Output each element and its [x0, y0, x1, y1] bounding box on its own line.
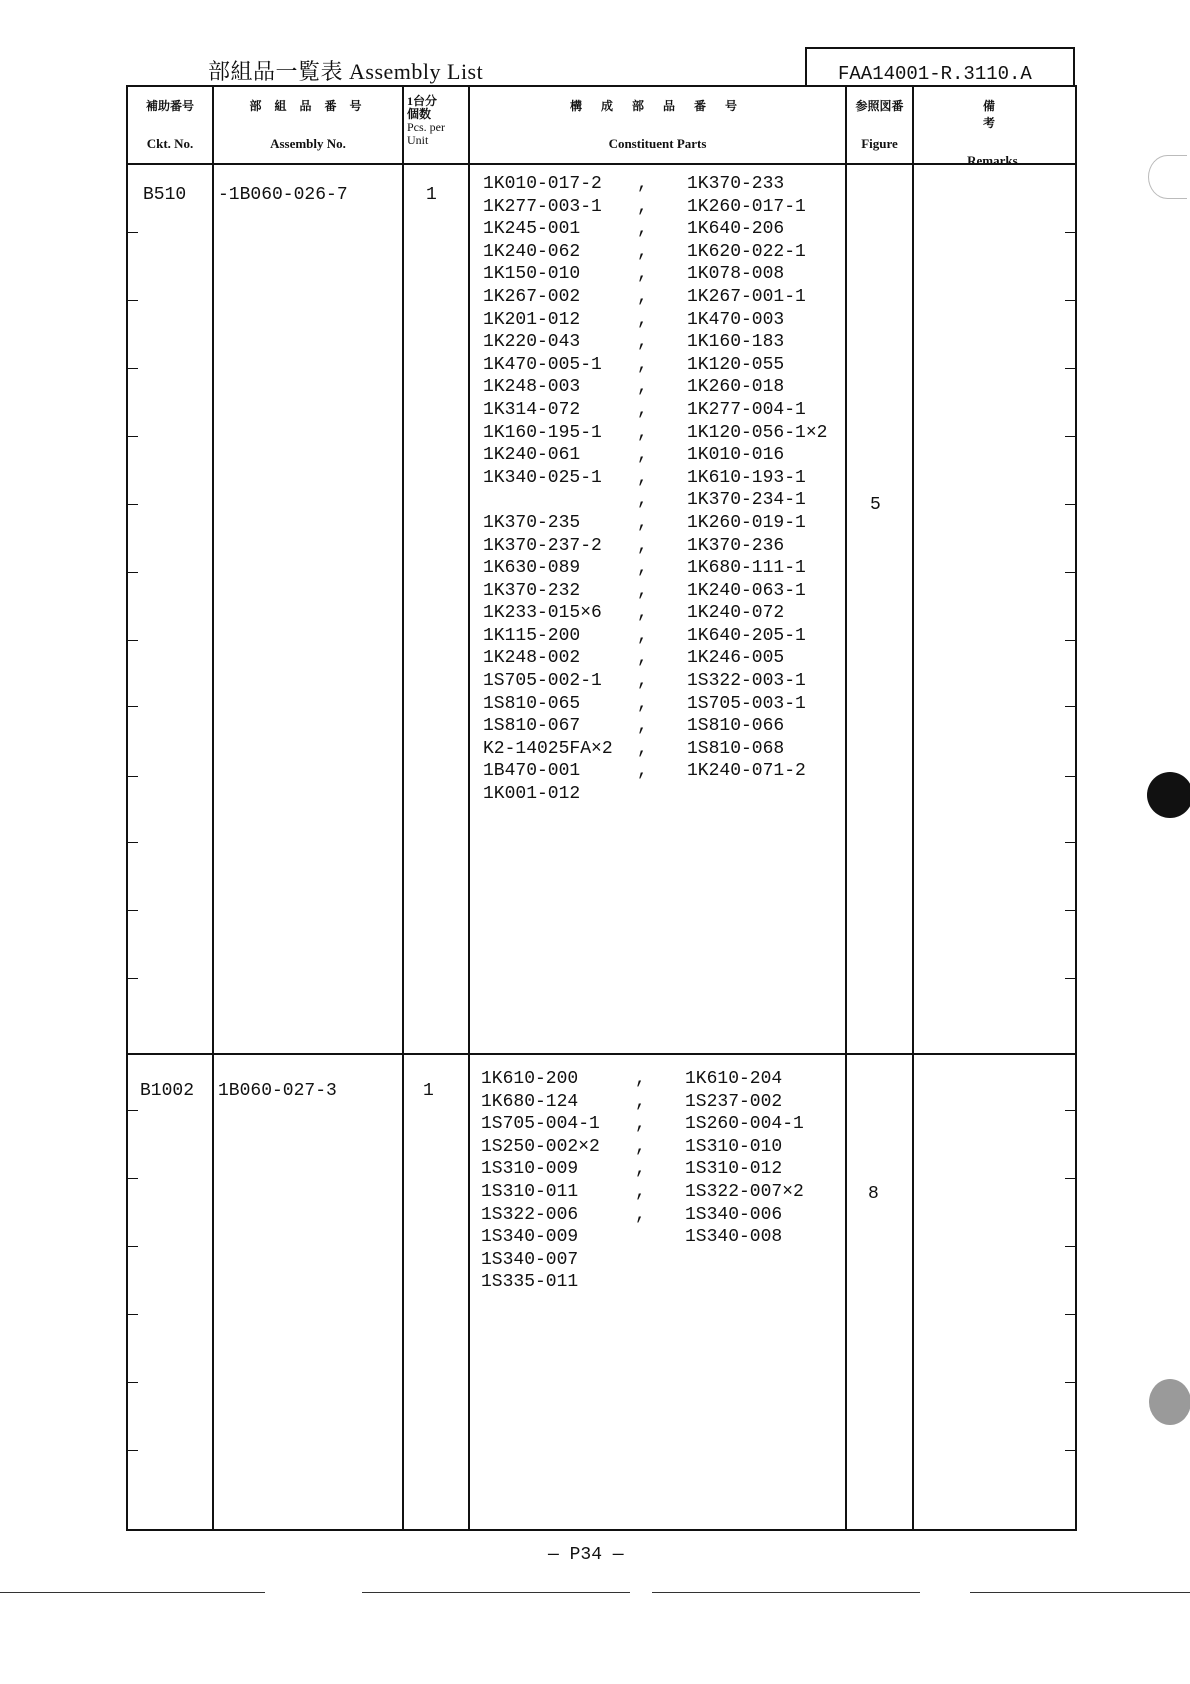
part-number-left: 1S705-004-1: [481, 1114, 600, 1135]
part-number-left: 1K630-089: [483, 558, 581, 579]
border-tick: [1065, 706, 1075, 707]
part-separator: ,: [637, 309, 648, 330]
part-number-right: 1S310-010: [685, 1136, 783, 1157]
part-number-left: 1K233-015×6: [483, 603, 602, 624]
column-divider: [912, 85, 914, 1531]
part-separator: ,: [637, 738, 648, 759]
part-number-right: 1S810-068: [687, 738, 785, 759]
header-figure: 参照図番 Figure: [855, 99, 904, 151]
part-number-right: 1S705-003-1: [687, 693, 806, 714]
part-separator: ,: [637, 196, 648, 217]
part-separator: ,: [637, 761, 648, 782]
part-separator: ,: [635, 1069, 646, 1089]
part-separator: ,: [635, 1114, 646, 1135]
part-number-right: 1K370-234-1: [687, 490, 806, 511]
part-number-left: 1K370-237-2: [483, 535, 602, 556]
row-divider: [126, 1053, 1077, 1055]
part-number-right: 1K640-206: [687, 219, 785, 240]
part-number-left: 1K160-195-1: [483, 422, 602, 443]
column-divider: [845, 85, 847, 1531]
border-tick: [1065, 436, 1075, 437]
part-number-left: 1K680-124: [481, 1091, 579, 1112]
border-tick: [1065, 368, 1075, 369]
part-number-right: 1K267-001-1: [687, 286, 806, 307]
part-number-left: 1B470-001: [483, 761, 581, 782]
part-number-right: 1S810-066: [687, 716, 785, 737]
part-number-left: 1S310-009: [481, 1159, 579, 1180]
part-number-right: 1K610-193-1: [687, 467, 806, 488]
part-separator: ,: [635, 1204, 646, 1225]
part-separator: ,: [637, 445, 648, 466]
document-number: FAA14001-R.3110.A: [805, 47, 1075, 85]
part-number-left: 1S810-067: [483, 716, 581, 737]
part-number-left: 1S705-002-1: [483, 671, 602, 692]
border-tick: [128, 436, 138, 437]
part-number-right: 1S310-012: [685, 1159, 783, 1180]
border-tick: [128, 1178, 138, 1179]
part-number-right: 1K610-204: [685, 1069, 783, 1089]
row1-figure: 5: [870, 495, 881, 515]
border-tick: [128, 1110, 138, 1111]
column-divider: [402, 85, 404, 1531]
punch-hole: [1149, 1379, 1190, 1425]
column-divider: [212, 85, 214, 1531]
border-tick: [128, 368, 138, 369]
part-separator: ,: [637, 558, 648, 579]
column-divider: [468, 85, 470, 1531]
row2-pcs: 1: [423, 1081, 434, 1101]
border-tick: [1065, 572, 1075, 573]
part-number-left: 1S340-009: [481, 1227, 579, 1248]
part-separator: ,: [637, 580, 648, 601]
border-tick: [1065, 1178, 1075, 1179]
part-number-left: 1K220-043: [483, 332, 581, 353]
part-number-left: 1S250-002×2: [481, 1136, 600, 1157]
border-tick: [128, 1450, 138, 1451]
footer-rule: [970, 1592, 1190, 1593]
part-separator: ,: [637, 241, 648, 262]
part-separator: ,: [635, 1091, 646, 1112]
page-number: — P34 —: [548, 1545, 624, 1565]
part-number-left: 1K370-232: [483, 580, 581, 601]
row1-ckt-no: B510: [143, 185, 187, 205]
part-number-right: 1K240-072: [687, 603, 785, 624]
assembly-table: [126, 85, 1077, 1531]
part-number-right: 1K120-056-1×2: [687, 422, 828, 443]
part-number-right: 1K260-018: [687, 377, 785, 398]
part-number-right: 1K620-022-1: [687, 241, 806, 262]
part-number-left: 1S310-011: [481, 1181, 579, 1202]
part-number-right: 1K260-017-1: [687, 196, 806, 217]
punch-hole: [1148, 155, 1187, 199]
part-number-right: 1S237-002: [685, 1091, 783, 1112]
part-number-left: 1K267-002: [483, 286, 581, 307]
border-tick: [1065, 232, 1075, 233]
border-tick: [128, 978, 138, 979]
border-tick: [128, 910, 138, 911]
part-number-right: 1S260-004-1: [685, 1114, 804, 1135]
row2-assembly-no: 1B060-027-3: [218, 1081, 337, 1101]
header-assembly-no: 部 組 品 番 号 Assembly No.: [249, 99, 367, 151]
part-number-right: 1S340-006: [685, 1204, 783, 1225]
header-remarks: 備 考 Remarks.: [967, 99, 1035, 168]
part-separator: ,: [637, 603, 648, 624]
part-number-left: 1K610-200: [481, 1069, 579, 1089]
part-separator: ,: [637, 490, 648, 511]
part-separator: ,: [635, 1181, 646, 1202]
part-separator: ,: [635, 1159, 646, 1180]
row2-ckt-no: B1002: [140, 1081, 195, 1101]
part-number-left: 1K370-235: [483, 512, 581, 533]
part-separator: ,: [637, 399, 648, 420]
part-number-right: 1K370-236: [687, 535, 785, 556]
part-number-right: 1S322-007×2: [685, 1181, 804, 1202]
part-separator: ,: [637, 422, 648, 443]
border-tick: [128, 1382, 138, 1383]
part-number-right: 1K277-004-1: [687, 399, 806, 420]
part-separator: ,: [637, 467, 648, 488]
border-tick: [128, 1314, 138, 1315]
border-tick: [1065, 1450, 1075, 1451]
part-number-left: 1S322-006: [481, 1204, 579, 1225]
part-number-left: 1K150-010: [483, 264, 581, 285]
part-number-left: 1K010-017-2: [483, 174, 602, 194]
part-separator: ,: [637, 648, 648, 669]
row1-assembly-no: -1B060-026-7: [218, 185, 348, 205]
page-title: 部組品一覧表 Assembly List: [208, 59, 484, 84]
border-tick: [1065, 1246, 1075, 1247]
part-number-left: 1K201-012: [483, 309, 581, 330]
border-tick: [1065, 640, 1075, 641]
part-number-left: K2-14025FA×2: [483, 738, 613, 759]
part-number-right: 1K640-205-1: [687, 625, 806, 646]
part-separator: ,: [635, 1136, 646, 1157]
part-separator: ,: [637, 625, 648, 646]
part-number-left: 1K277-003-1: [483, 196, 602, 217]
border-tick: [1065, 504, 1075, 505]
part-separator: ,: [637, 174, 648, 194]
border-tick: [128, 640, 138, 641]
part-separator: ,: [637, 377, 648, 398]
header-constituent-parts: 構 成 部 品 番 号 Constituent Parts: [569, 99, 745, 151]
border-tick: [128, 1246, 138, 1247]
part-separator: ,: [637, 354, 648, 375]
part-number-left: 1S340-007: [481, 1249, 579, 1270]
border-tick: [128, 232, 138, 233]
border-tick: [128, 706, 138, 707]
part-number-left: 1K115-200: [483, 625, 581, 646]
border-tick: [1065, 300, 1075, 301]
border-tick: [1065, 842, 1075, 843]
part-number-right: 1K680-111-1: [687, 558, 806, 579]
row1-pcs: 1: [426, 185, 437, 205]
part-number-right: 1K010-016: [687, 445, 785, 466]
header-ckt-no: 補助番号 Ckt. No.: [145, 99, 194, 151]
header-pcs-per-unit: 1台分 個数 Pcs. per Unit: [407, 94, 445, 147]
part-number-left: 1K248-003: [483, 377, 581, 398]
part-number-right: 1S340-008: [685, 1227, 783, 1248]
part-number-left: 1K001-012: [483, 784, 581, 805]
part-separator: ,: [637, 693, 648, 714]
border-tick: [128, 572, 138, 573]
part-number-right: 1K120-055: [687, 354, 785, 375]
footer-rule: [0, 1592, 265, 1593]
part-number-left: 1K245-001: [483, 219, 581, 240]
border-tick: [1065, 1110, 1075, 1111]
row2-figure: 8: [868, 1184, 879, 1204]
footer-rule: [652, 1592, 920, 1593]
part-separator: ,: [637, 286, 648, 307]
border-tick: [128, 776, 138, 777]
part-number-right: 1K370-233: [687, 174, 785, 194]
footer-rule: [362, 1592, 630, 1593]
part-separator: ,: [637, 332, 648, 353]
part-number-left: 1K248-002: [483, 648, 581, 669]
part-number-left: 1S810-065: [483, 693, 581, 714]
part-number-left: 1S335-011: [481, 1272, 579, 1293]
part-separator: ,: [637, 535, 648, 556]
punch-hole: [1147, 772, 1190, 818]
border-tick: [128, 504, 138, 505]
part-number-left: 1K240-061: [483, 445, 581, 466]
border-tick: [1065, 776, 1075, 777]
part-number-right: 1K078-008: [687, 264, 785, 285]
border-tick: [128, 300, 138, 301]
part-number-left: 1K314-072: [483, 399, 581, 420]
border-tick: [1065, 1314, 1075, 1315]
part-separator: ,: [637, 219, 648, 240]
border-tick: [128, 842, 138, 843]
part-number-left: 1K470-005-1: [483, 354, 602, 375]
border-tick: [1065, 978, 1075, 979]
part-number-right: 1K246-005: [687, 648, 785, 669]
part-number-right: 1K240-063-1: [687, 580, 806, 601]
part-number-right: 1K260-019-1: [687, 512, 806, 533]
part-number-left: 1K240-062: [483, 241, 581, 262]
border-tick: [1065, 910, 1075, 911]
part-number-right: 1K160-183: [687, 332, 785, 353]
part-number-right: 1K240-071-2: [687, 761, 806, 782]
border-tick: [1065, 1382, 1075, 1383]
part-separator: ,: [637, 264, 648, 285]
part-number-left: 1K340-025-1: [483, 467, 602, 488]
part-number-right: 1K470-003: [687, 309, 785, 330]
part-separator: ,: [637, 716, 648, 737]
part-number-right: 1S322-003-1: [687, 671, 806, 692]
part-separator: ,: [637, 512, 648, 533]
part-separator: ,: [637, 671, 648, 692]
